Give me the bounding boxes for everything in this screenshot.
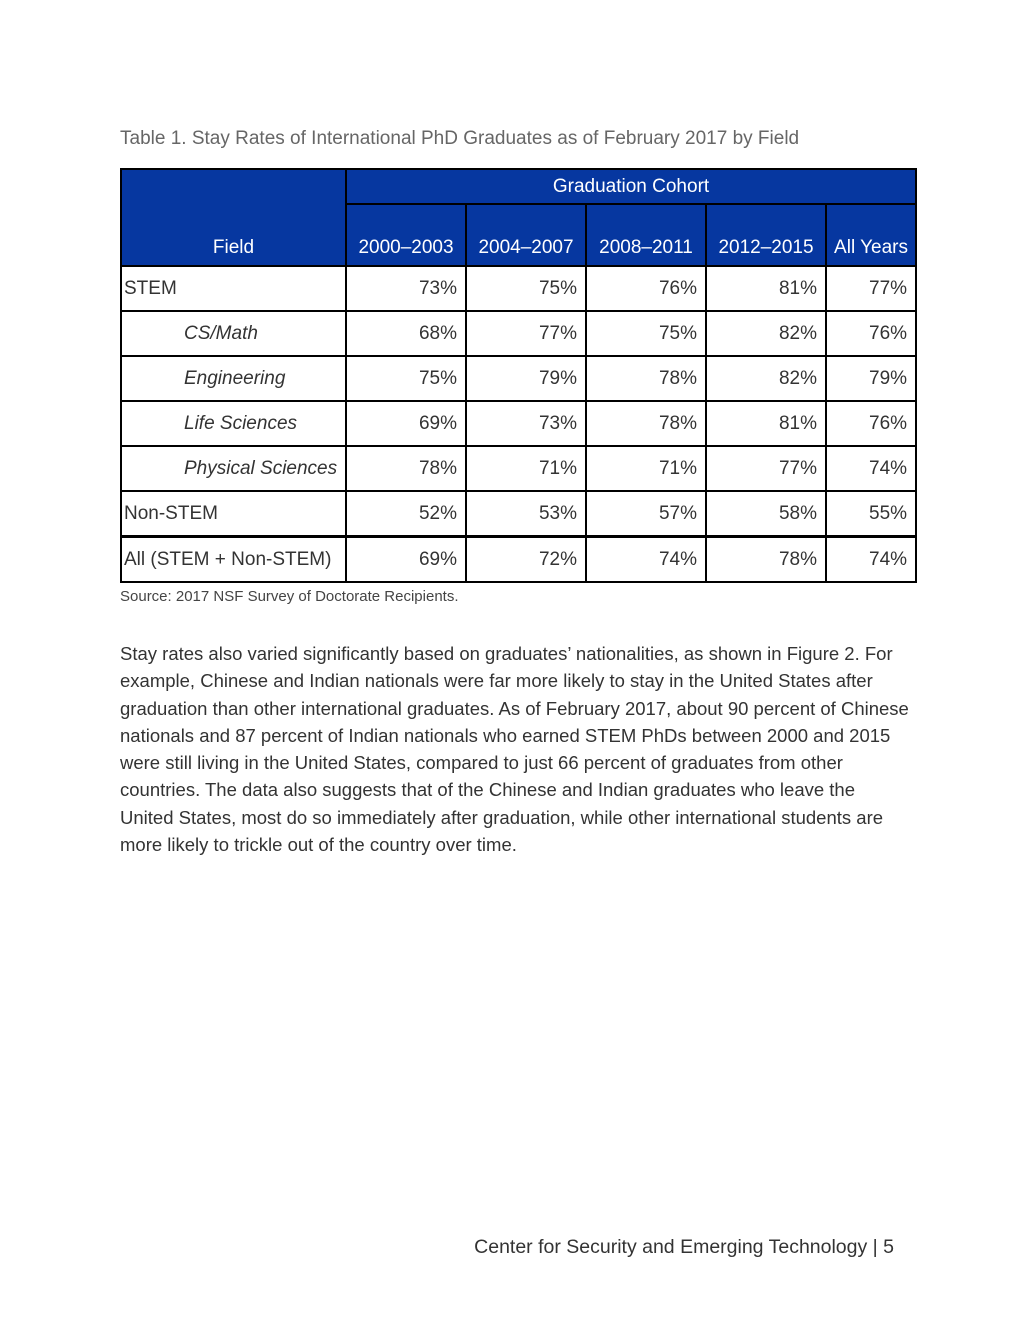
table-cell: 71%: [586, 446, 706, 491]
table-row-physical-sciences: [121, 446, 916, 491]
table-cell: 74%: [826, 537, 916, 583]
table-cell: 55%: [826, 491, 916, 537]
table-cell: 77%: [466, 311, 586, 356]
table-cell: 57%: [586, 491, 706, 537]
table-cell: 78%: [346, 446, 466, 491]
table-row-life-sciences: [121, 401, 916, 446]
table-cell: 76%: [826, 311, 916, 356]
table-cell: 78%: [586, 356, 706, 401]
table-cell: 74%: [826, 446, 916, 491]
table-cell: 75%: [586, 311, 706, 356]
table-cell: 79%: [826, 356, 916, 401]
table-cell: 78%: [586, 401, 706, 446]
table-cell: 77%: [706, 446, 826, 491]
table-source-note: Source: 2017 NSF Survey of Doctorate Recipients.: [120, 588, 459, 605]
table-cell: 76%: [826, 401, 916, 446]
table-cell: 79%: [466, 356, 586, 401]
graduation-cohort-header: Graduation Cohort: [346, 169, 916, 204]
column-header-2012-2015: 2012–2015: [706, 204, 826, 266]
table-row-stem: [121, 266, 916, 311]
table-cell: 74%: [586, 537, 706, 583]
row-label-stem: STEM: [121, 266, 346, 311]
row-label-engineering: Engineering: [121, 356, 346, 401]
table-cell: 81%: [706, 401, 826, 446]
table-row-cs-math: [121, 311, 916, 356]
row-label-non-stem: Non-STEM: [121, 491, 346, 537]
table-row-non-stem: [121, 491, 916, 537]
table-cell: 76%: [586, 266, 706, 311]
table-row-all: [121, 537, 916, 583]
table-cell: 71%: [466, 446, 586, 491]
table-cell: 82%: [706, 311, 826, 356]
table-row-engineering: [121, 356, 916, 401]
row-label-cs-math: CS/Math: [121, 311, 346, 356]
table-cell: 53%: [466, 491, 586, 537]
table-cell: 68%: [346, 311, 466, 356]
row-label-physical-sciences: Physical Sciences: [121, 446, 346, 491]
table-cell: 77%: [826, 266, 916, 311]
column-header-2004-2007: 2004–2007: [466, 204, 586, 266]
table-cell: 75%: [466, 266, 586, 311]
table-cell: 73%: [466, 401, 586, 446]
table-cell: 58%: [706, 491, 826, 537]
table-cell: 78%: [706, 537, 826, 583]
table-cell: 69%: [346, 537, 466, 583]
field-column-header: Field: [121, 169, 346, 266]
table-caption: Table 1. Stay Rates of International PhD Graduates as of February 2017 by Field: [120, 128, 800, 149]
table-cell: 72%: [466, 537, 586, 583]
table-cell: 75%: [346, 356, 466, 401]
row-label-all: All (STEM + Non-STEM): [121, 537, 346, 583]
row-label-life-sciences: Life Sciences: [121, 401, 346, 446]
table-cell: 81%: [706, 266, 826, 311]
page-footer: Center for Security and Emerging Technology | 5: [474, 1236, 894, 1258]
table-cell: 69%: [346, 401, 466, 446]
table-cell: 73%: [346, 266, 466, 311]
column-header-2000-2003: 2000–2003: [346, 204, 466, 266]
column-header-2008-2011: 2008–2011: [586, 204, 706, 266]
table-cell: 52%: [346, 491, 466, 537]
table-cell: 82%: [706, 356, 826, 401]
body-paragraph: Stay rates also varied significantly based on graduates’ nationalities, as shown in Figure 2. For example, Chinese and Indian nationals were far more likely to stay in the United States after graduation than other international graduates. As of February 2017, about 90 percent of Chinese nationals and 87 percent of Indian nationals who earned STEM PhDs between 2000 and 2015 were still living in the United States, compared to just 66 percent of graduates from other countries. The data also suggests that of the Chinese and Indian graduates who leave the United States, most do so immediately after graduation, while other international students are more likely to trickle out of the country over time.: [120, 643, 909, 856]
column-header-all-years: All Years: [826, 204, 916, 266]
stay-rates-table: [120, 168, 917, 583]
